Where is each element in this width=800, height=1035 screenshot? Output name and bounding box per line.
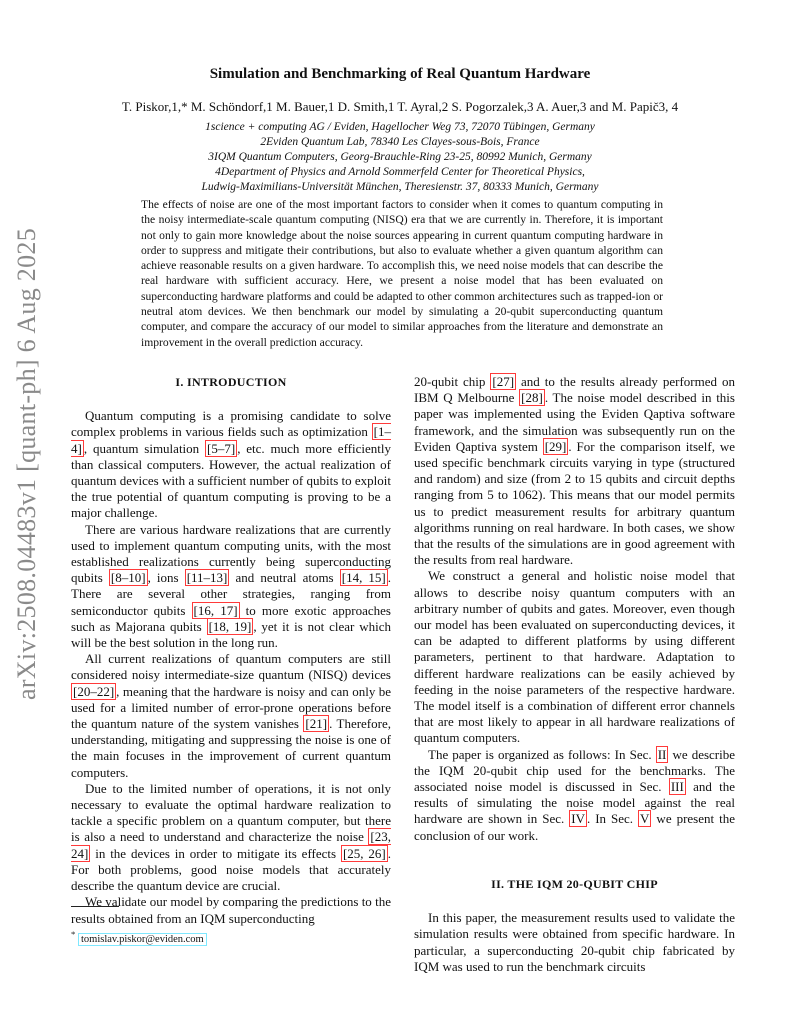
text: 20-qubit chip [414,374,491,389]
text: . Therefore, understanding, mitigating and suppressing the noise is one of the main focuses in the improvement of current quantum computers. [71,716,391,780]
citation-link[interactable]: [25, 26] [342,845,386,861]
text: we describe the IQM 20-qubit chip used for the benchmarks. The associated noise model is discussed in Sec. [414,746,736,795]
text: Quantum computing is a promising candidate to solve complex problems in various fields such as optimization [71,408,391,440]
text: . In Sec. [586,811,639,827]
citation-link[interactable]: [8–10] [110,570,146,586]
intro-paragraph-4 [71,781,391,894]
affiliations [0,120,800,195]
citation-link[interactable]: [28] [521,390,543,406]
intro-paragraph-5-cont [414,374,735,568]
text: , ions [147,570,185,586]
paper-title: Simulation and Benchmarking of Real Quantum Hardware [209,66,591,82]
chip-paragraph-1: In this paper, the measurement results used to validate the simulation results were obtained from specific hardware. In particular, a superconducting 20-qubit chip fabricated by IQM was used to run the benchmark circuits [414,910,735,974]
text: There are various hardware realizations that are currently used to implement quantum computing units, with the most established realizations currently being superconducting qubits [71,521,391,586]
citation-link[interactable]: [11–13] [186,570,228,586]
text: , etc. much more efficiently than classical computers. However, the actual realization of quantum devices with a sufficient number of qubits to exploit the true potential of quantum computing is proving to be a major challenge. [71,440,392,521]
affiliation-4-cont: Ludwig-Maximilians-Universität München, Theresienstr. 37, 80333 Munich, Germany [201,181,599,193]
intro-paragraph-6: We construct a general and holistic noise model that allows to describe noisy quantum computers with an arbitrary number of qubits and gates. Moreover, even though our model has been evaluated on superconducting devices, it can be adapted to different platforms by using different parameters, pertinent to that hardware. Adaptation to different hardware realizations can be easily achieved by feeding in the noise parameters of the respective hardware. The model itself is a combination of different error channels that are most likely to appear in all hardware realizations of quantum computers. [414,568,735,746]
footnote [71,929,207,945]
citation-link[interactable]: [21] [305,716,328,732]
section-link[interactable]: III [670,779,684,795]
text: All current realizations of quantum computers are still considered noisy intermediate-size quantum (NISQ) devices [71,651,391,683]
text: , meaning that the hardware is noisy and can only be used for a limited number of error-prone operations before the quantum nature of the system vanishes [71,683,391,732]
citation-link[interactable]: [29] [544,438,567,454]
email-link[interactable]: tomislav.piskor@eviden.com [78,933,207,946]
section-link[interactable]: II [657,746,667,762]
text: The paper is organized as follows: In Sec. [428,746,656,762]
section-link[interactable]: IV [571,811,585,827]
section-heading-introduction: I. INTRODUCTION [175,375,287,389]
text: . For both problems, good noise models that accurately describe the quantum device are crucial. [71,845,391,894]
text: in the devices in order to mitigate its effects [90,845,341,861]
intro-paragraph-7 [414,747,735,844]
intro-paragraph-5: We validate our model by comparing the predictions to the results obtained from an IQM superconducting [71,894,391,926]
citation-link[interactable]: [23, 24] [71,829,391,861]
text: and the results of simulating the noise model against the real hardware are shown in Sec. [414,779,735,827]
text: , quantum simulation [83,440,206,456]
footnote-marker: * [71,929,76,939]
intro-paragraph-2 [71,522,391,652]
right-column [414,374,735,975]
text: . The noise model described in this paper was implemented using the Eviden Qaptiva software framework, and the simulation was subsequently run on the Eviden Qaptiva system [414,390,735,454]
citation-link[interactable]: [5–7] [207,440,236,456]
text: we present the conclusion of our work. [414,811,735,843]
text: Due to the limited number of operations, it is not only necessary to evaluate the optimal hardware realization to tackle a specific problem on a quantum computer, but there is also a need to understand and characterize the noise [71,780,391,845]
text: to more exotic approaches such as Majorana qubits [71,602,391,634]
citation-link[interactable]: [1–4] [71,424,391,456]
citation-link[interactable]: [18, 19] [208,618,252,634]
arxiv-identifier-stamp: arXiv:2508.04483v1 [quant-ph] 6 Aug 2025 [12,227,41,700]
affiliation-1: 1science + computing AG / Eviden, Hagellocher Weg 73, 72070 Tübingen, Germany [205,121,595,133]
section-link[interactable]: V [640,811,650,827]
citation-link[interactable]: [20–22] [73,683,115,699]
affiliation-3: 3IQM Quantum Computers, Georg-Brauchle-Ring 23-25, 80992 Munich, Germany [208,151,592,163]
section-heading-iqm-chip: II. THE IQM 20-QUBIT CHIP [491,876,658,891]
text: and to the results already performed on IBM Q Melbourne [414,374,735,406]
intro-paragraph-1 [71,408,391,521]
text: . There are several other strategies, ranging from semiconductor qubits [71,570,391,618]
text: , yet it is not clear which will be the best solution in the long run. [71,618,391,651]
citation-link[interactable]: [27] [492,374,515,389]
affiliation-2: 2Eviden Quantum Lab, 78340 Les Clayes-sous-Bois, France [260,136,540,148]
footnote-rule [71,906,119,907]
intro-paragraph-3 [71,651,391,781]
abstract: The effects of noise are one of the most important factors to consider when it comes to quantum computing in the noisy intermediate-scale quantum computing (NISQ) era that we are currently in. Therefore, it is important not only to gain more knowledge about the noise sources appearing in current quantum computing hardware in order to suppress and mitigate their contributions, but also to evaluate whether a given quantum algorithm can achieve reasonable results on a given hardware. To accomplish this, we need noise models that can describe the real hardware with sufficient accuracy. Here, we present a noise model that has been evaluated on superconducting hardware platforms and could be adapted to other common architectures such as trapped-ion or neutral atom devices. We then benchmark our model by simulating a 20-qubit superconducting quantum computer, and compare the accuracy of our model to similar approaches from the literature and demonstrate an improvement in the overall prediction accuracy. [141,198,663,349]
citation-link[interactable]: [16, 17] [193,602,238,618]
text: and neutral atoms [229,570,340,586]
left-column [71,374,391,927]
citation-link[interactable]: [14, 15] [341,570,386,586]
author-list: T. Piskor,1,* M. Schöndorf,1 M. Bauer,1 D. Smith,1 T. Ayral,2 S. Pogorzalek,3 A. Auer,3 and M. Papič3, 4 [121,99,679,114]
text: . For the comparison itself, we used specific benchmark circuits varying in type (structured and random) and size (from 2 to 15 qubits and circuit depths ranging from 5 to 1062). This means that our model permits us to predict measurement results for arbitrary quantum algorithms running on real hardware. In both cases, we show that the results of the simulations are in good agreement with the results from real hardware. [414,438,736,568]
affiliation-4: 4Department of Physics and Arnold Sommerfeld Center for Theoretical Physics, [215,166,585,178]
